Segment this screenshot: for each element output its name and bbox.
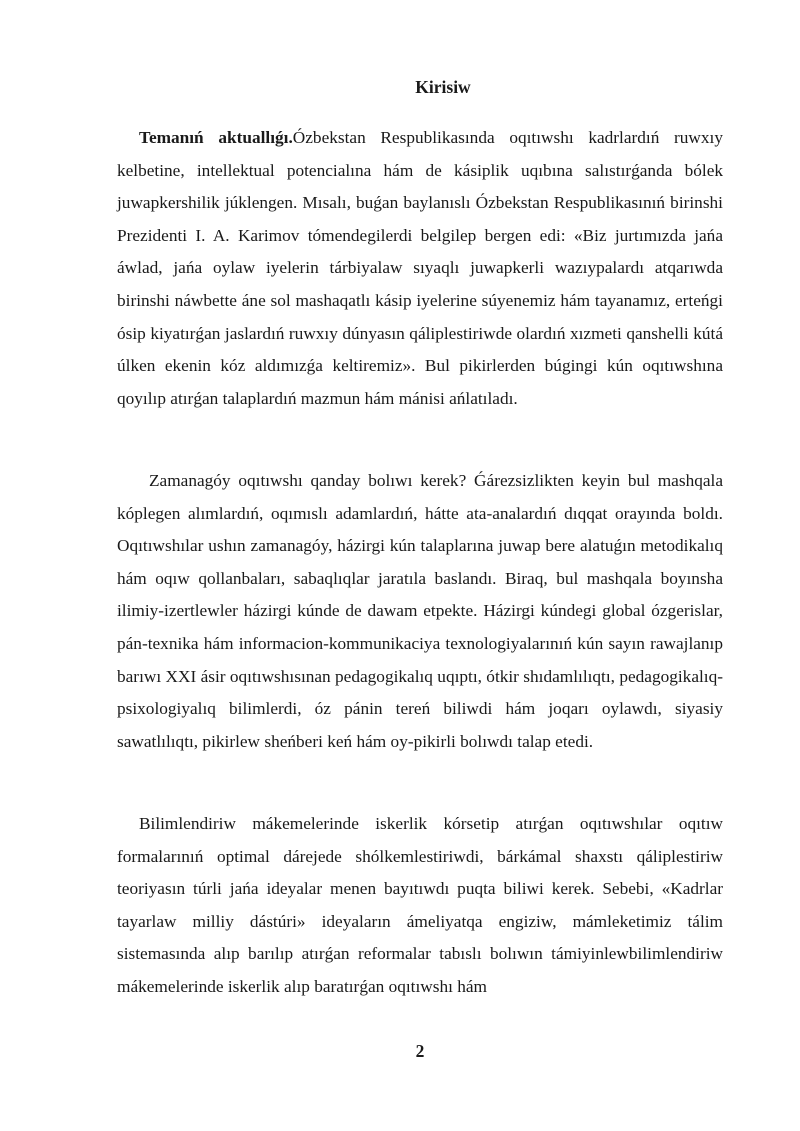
page-number: 2: [415, 1041, 425, 1061]
paragraph-2-text: Zamanagóy oqıtıwshı qanday bolıwı kerek? Ǵárezsizlikten keyin bul mashqala kóplegen alımlardıń, oqımıslı adamlardıń, hátte ata-analardıń dıqqat orayında boldı. Oqıtıwshılar ushın zamanagóy, házirgi kún talaplarına juwap bere alatuǵın metodikalıq hám oqıw qollanbaları, sabaqlıqlar jaratıla baslandı. Biraq, bul mashqala boyınsha ilimiy-izertlewler házirgi kúnde de dawam etpekte. Házirgi kúndegi global ózgerislar, pán-texnika hám informacion-kommunikaciya texnologiyalarınıń kún sayın rawajlanıp barıwı XXI ásir oqıtıwshısınan pedagogikalıq uqıptı, ótkir shıdamlılıqtı, pedagogikalıq-psixologiyalıq bilimlerdi, óz pánin tereń biliwdi hám joqarı oylawdı, siyasiy sawatlılıqtı, pikirlew sheńberi keń hám oy-pikirli bolıwdı talap etedi.: [117, 471, 723, 751]
paragraph-lead-heading: Temanıń aktuallıǵı.: [139, 128, 293, 147]
paragraph-3-text: Bilimlendiriw mákemelerinde iskerlik kórsetip atırǵan oqıtıwshılar oqıtıw formalarınıń optimal dárejede shólkemlestiriwdi, bárkámal shaxstı qáliplestiriw teoriyasın túrli jańa ideyalar menen bayıtıwdı puqta biliwi kerek. Sebebi, «Kadrlar tayarlaw milliy dástúri» ideyaların ámeliyatqa engiziw, mámleketimiz tálim sistemasında alıp barılıp atırǵan reformalar tabıslı bolıwın támiyinlewbilimlendiriw mákemelerinde iskerlik alıp baratırǵan oqıtıwshı hám: [117, 814, 723, 996]
section-title: Kirisiw: [415, 77, 471, 97]
paragraph-1-text: Ózbekstan Respublikasında oqıtıwshı kadrlardıń ruwxıy kelbetine, intellektual potencialına hám de kásiplik uqıbına salıstırǵanda bólek juwapkershilik júklengen. Mısalı, buǵan baylanıslı Ózbekstan Respublikasınıń birinshi Prezidenti I. A. Karimov tómendegilerdi belgilep bergen edi: «Biz jurtımızda jańa áwlad, jańa oylaw iyelerin tárbiyalaw sıyaqlı juwapkerli wazıypalardı atqarıwda birinshi náwbette áne sol mashaqatlı kásip iyelerine súyenemiz hám tayanamız, erteńgi ósip kiyatırǵan jaslardıń ruwxıy dúnyasın qáliplestiriwde olardıń xızmeti qanshelli kútá úlken ekenin kóz aldımızǵa keltiremiz». Bul pikirlerden búgingi kún oqıtıwshına qoyılıp atırǵan talaplardıń mazmun hám mánisi ańlatıladı.: [117, 128, 723, 408]
paragraph-1: [117, 122, 723, 415]
paragraph-3: [117, 808, 723, 1004]
paragraph-2: [117, 465, 723, 758]
paragraph-1-content: [117, 122, 723, 415]
